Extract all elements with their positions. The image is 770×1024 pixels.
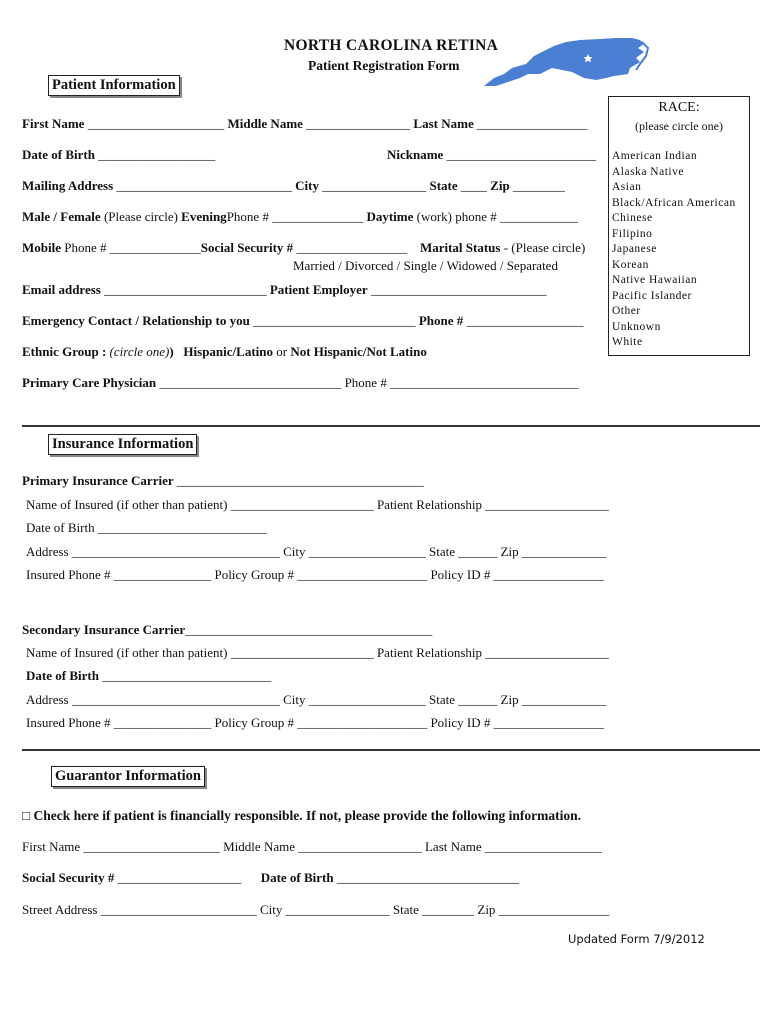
mobile-label: Mobile xyxy=(22,240,61,255)
policy-group-label: Policy Group # xyxy=(214,567,294,582)
address-label: Address xyxy=(26,544,69,559)
first-name-label: First Name xyxy=(22,116,85,131)
ethnic-group-label: Ethnic Group : xyxy=(22,344,107,359)
nickname-field[interactable]: _______________________ xyxy=(446,147,597,162)
race-option[interactable]: American Indian xyxy=(612,150,698,162)
zip-label: Zip xyxy=(500,544,519,559)
secondary-carrier-label: Secondary Insurance Carrier xyxy=(22,622,186,637)
primary-carrier-row xyxy=(22,473,424,488)
mobile-phone-label: Phone # xyxy=(64,240,107,255)
secondary-dob-row xyxy=(26,668,271,683)
city-label: City xyxy=(283,544,306,559)
nickname-row xyxy=(387,147,596,162)
insured-dob-field[interactable]: __________________________ xyxy=(97,520,267,535)
primary-carrier-field[interactable]: ______________________________________ xyxy=(176,473,424,488)
guarantor-state-label: State xyxy=(392,902,419,917)
emergency-phone-field[interactable]: __________________ xyxy=(466,313,584,328)
policy-id-label: Policy ID # xyxy=(430,715,491,730)
guarantor-name-row xyxy=(22,839,602,854)
guarantor-city-label: City xyxy=(259,902,283,917)
evening-phone-field[interactable]: ______________ xyxy=(272,209,364,224)
mailing-address-field[interactable]: ___________________________ xyxy=(116,178,292,193)
email-field[interactable]: _________________________ xyxy=(104,282,267,297)
mobile-ssn-marital-row xyxy=(22,240,585,255)
mobile-phone-field[interactable]: ______________ xyxy=(109,240,201,255)
state-field[interactable]: ____ xyxy=(460,178,487,193)
primary-insured-row xyxy=(26,497,609,512)
evening-label: Evening xyxy=(181,209,227,224)
primary-carrier-label: Primary Insurance Carrier xyxy=(22,473,174,488)
sex-options[interactable]: Male / Female xyxy=(22,209,101,224)
race-option[interactable]: Filipino xyxy=(612,227,653,240)
primary-dob-row xyxy=(26,520,267,535)
guarantor-zip-field[interactable]: _________________ xyxy=(498,902,610,917)
pcp-phone-field[interactable]: _____________________________ xyxy=(390,375,579,390)
secondary-carrier-field[interactable]: ______________________________________ xyxy=(185,622,433,637)
address-label: Address xyxy=(26,692,69,707)
race-option[interactable]: Pacific Islander xyxy=(612,289,692,302)
ethnic-option-not-hispanic[interactable]: Not Hispanic/Not Latino xyxy=(290,344,427,359)
policy-group-label: Policy Group # xyxy=(214,715,294,730)
guarantor-last-name-label: Last Name xyxy=(424,839,482,854)
last-name-field[interactable]: _________________ xyxy=(476,116,588,131)
mailing-address-label: Mailing Address xyxy=(22,178,114,193)
race-instruction: (please circle one) xyxy=(635,119,723,133)
guarantor-middle-name-label: Middle Name xyxy=(223,839,295,854)
insured-dob-label: Date of Birth xyxy=(26,668,99,683)
race-option[interactable]: Black/African American xyxy=(612,196,736,209)
address-field[interactable]: ________________________________ xyxy=(71,544,280,559)
primary-address-row xyxy=(26,544,606,559)
policy-id-field[interactable]: _________________ xyxy=(493,715,605,730)
state-field[interactable]: ______ xyxy=(458,544,498,559)
guarantor-ssn-field[interactable]: ___________________ xyxy=(117,870,242,885)
secondary-policy-row xyxy=(26,715,604,730)
race-option[interactable]: Unknown xyxy=(612,320,661,333)
policy-id-field[interactable]: _________________ xyxy=(493,567,605,582)
race-option[interactable]: White xyxy=(612,336,643,348)
emergency-row xyxy=(22,313,584,328)
north-carolina-map-logo xyxy=(482,34,650,92)
guarantor-dob-label: Date of Birth xyxy=(260,870,334,885)
race-options-list xyxy=(612,149,736,351)
form-title: NORTH CAROLINA RETINA xyxy=(284,37,499,54)
patient-information-heading: Patient Information xyxy=(48,75,180,96)
state-label: State xyxy=(429,692,456,707)
dob-field[interactable]: __________________ xyxy=(98,147,216,162)
policy-group-field[interactable]: ____________________ xyxy=(297,715,428,730)
secondary-address-row xyxy=(26,692,606,707)
state-label: State xyxy=(429,178,458,193)
mailing-row xyxy=(22,178,565,193)
guarantor-street-field[interactable]: ________________________ xyxy=(100,902,257,917)
zip-field[interactable]: _____________ xyxy=(521,544,607,559)
guarantor-information-heading: Guarantor Information xyxy=(51,766,205,787)
pcp-phone-label: Phone # xyxy=(344,375,387,390)
ethnic-or: or xyxy=(276,344,288,359)
race-heading: RACE: xyxy=(658,100,700,115)
dob-label: Date of Birth xyxy=(22,147,95,162)
emergency-phone-label: Phone # xyxy=(418,313,464,328)
evening-phone-label: Phone # xyxy=(226,209,269,224)
race-option[interactable]: Alaska Native xyxy=(612,165,684,178)
guarantor-first-name-label: First Name xyxy=(22,839,81,854)
city-field[interactable]: __________________ xyxy=(308,544,426,559)
race-option[interactable]: Native Hawaiian xyxy=(612,274,698,286)
guarantor-middle-name-field[interactable]: ___________________ xyxy=(298,839,422,854)
zip-field[interactable]: ________ xyxy=(512,178,565,193)
ethnic-option-hispanic[interactable]: Hispanic/Latino xyxy=(183,344,273,359)
guarantor-ssn-label: Social Security # xyxy=(22,870,115,885)
zip-label: Zip xyxy=(500,692,519,707)
race-option[interactable]: Asian xyxy=(612,181,642,193)
guarantor-city-field[interactable]: ________________ xyxy=(285,902,390,917)
city-label: City xyxy=(295,178,319,193)
daytime-label: Daytime xyxy=(366,209,414,224)
insured-name-label: Name of Insured (if other than patient) xyxy=(26,645,228,660)
nc-state-shape xyxy=(484,38,644,86)
race-option[interactable]: Korean xyxy=(612,258,649,271)
form-subtitle: Patient Registration Form xyxy=(308,58,460,73)
section-divider xyxy=(22,749,760,751)
email-label: Email address xyxy=(22,282,101,297)
employer-field[interactable]: ___________________________ xyxy=(370,282,547,297)
pcp-row xyxy=(22,375,579,390)
section-divider xyxy=(22,425,760,427)
ssn-label: Social Security # xyxy=(200,240,294,255)
marital-status-options[interactable]: Married / Divorced / Single / Widowed / Separated xyxy=(293,258,558,273)
guarantor-ssn-dob-row xyxy=(22,870,519,885)
insured-dob-label: Date of Birth xyxy=(26,520,95,535)
zip-field[interactable]: _____________ xyxy=(521,692,607,707)
guarantor-state-field[interactable]: ________ xyxy=(422,902,475,917)
sex-instruction: (Please circle) xyxy=(103,209,178,224)
city-field[interactable]: ________________ xyxy=(322,178,427,193)
middle-name-label: Middle Name xyxy=(227,116,303,131)
guarantor-dob-field[interactable]: ____________________________ xyxy=(336,870,519,885)
guarantor-address-row xyxy=(22,902,609,917)
secondary-carrier-row xyxy=(22,622,432,637)
guarantor-first-name-field[interactable]: _____________________ xyxy=(83,839,220,854)
city-label: City xyxy=(283,692,306,707)
race-option[interactable]: Japanese xyxy=(612,243,657,255)
insured-name-label: Name of Insured (if other than patient) xyxy=(26,497,228,512)
dob-row xyxy=(22,147,215,162)
relationship-field[interactable]: ___________________ xyxy=(485,497,609,512)
city-field[interactable]: __________________ xyxy=(308,692,426,707)
employer-label: Patient Employer xyxy=(269,282,368,297)
insured-name-field[interactable]: ______________________ xyxy=(230,497,374,512)
insurance-information-heading: Insurance Information xyxy=(48,434,197,455)
secondary-insured-row xyxy=(26,645,609,660)
financial-responsibility-text: Check here if patient is financially responsible. If not, please provide the following information. xyxy=(33,808,582,823)
guarantor-zip-label: Zip xyxy=(477,902,496,917)
last-name-label: Last Name xyxy=(413,116,474,131)
first-name-row xyxy=(22,116,587,131)
middle-name-field[interactable]: ________________ xyxy=(306,116,411,131)
marital-status-label: Marital Status xyxy=(419,240,501,255)
race-box xyxy=(608,96,750,356)
ssn-field[interactable]: _________________ xyxy=(296,240,407,255)
primary-policy-row xyxy=(26,567,604,582)
financial-responsibility-checkbox[interactable]: □ xyxy=(22,808,31,823)
ethnic-group-instruction: (circle one) xyxy=(109,344,170,359)
race-option[interactable]: Other xyxy=(612,305,641,317)
insured-name-field[interactable]: ______________________ xyxy=(230,645,374,660)
pcp-field[interactable]: ____________________________ xyxy=(159,375,342,390)
insured-phone-field[interactable]: _______________ xyxy=(113,567,212,582)
ethnic-group-row: Ethnic Group : (circle one)) Hispanic/Latino or Not Hispanic/Not Latino xyxy=(22,344,427,359)
nickname-label: Nickname xyxy=(387,147,444,162)
zip-label: Zip xyxy=(490,178,510,193)
race-option[interactable]: Chinese xyxy=(612,212,653,224)
address-field[interactable]: ________________________________ xyxy=(71,692,280,707)
updated-form-date: Updated Form 7/9/2012 xyxy=(568,932,705,946)
insured-phone-field[interactable]: _______________ xyxy=(113,715,212,730)
insured-phone-label: Insured Phone # xyxy=(26,567,111,582)
relationship-field[interactable]: ___________________ xyxy=(485,645,609,660)
policy-id-label: Policy ID # xyxy=(430,567,491,582)
insured-dob-field[interactable]: __________________________ xyxy=(102,668,272,683)
state-field[interactable]: ______ xyxy=(458,692,498,707)
guarantor-last-name-field[interactable]: __________________ xyxy=(484,839,602,854)
relationship-label: Patient Relationship xyxy=(376,645,483,660)
relationship-label: Patient Relationship xyxy=(376,497,483,512)
first-name-field[interactable]: _____________________ xyxy=(87,116,225,131)
emergency-contact-label: Emergency Contact / Relationship to you xyxy=(22,313,250,328)
daytime-phone-field[interactable]: ____________ xyxy=(500,209,579,224)
policy-group-field[interactable]: ____________________ xyxy=(297,567,428,582)
guarantor-street-label: Street Address xyxy=(22,902,98,917)
financial-responsibility-row xyxy=(22,808,581,823)
sex-phone-row xyxy=(22,209,578,224)
daytime-phone-label: (work) phone # xyxy=(416,209,497,224)
state-label: State xyxy=(429,544,456,559)
insured-phone-label: Insured Phone # xyxy=(26,715,111,730)
email-employer-row xyxy=(22,282,546,297)
emergency-contact-field[interactable]: _________________________ xyxy=(253,313,416,328)
marital-status-instruction: - (Please circle) xyxy=(503,240,586,255)
pcp-label: Primary Care Physician xyxy=(22,375,157,390)
